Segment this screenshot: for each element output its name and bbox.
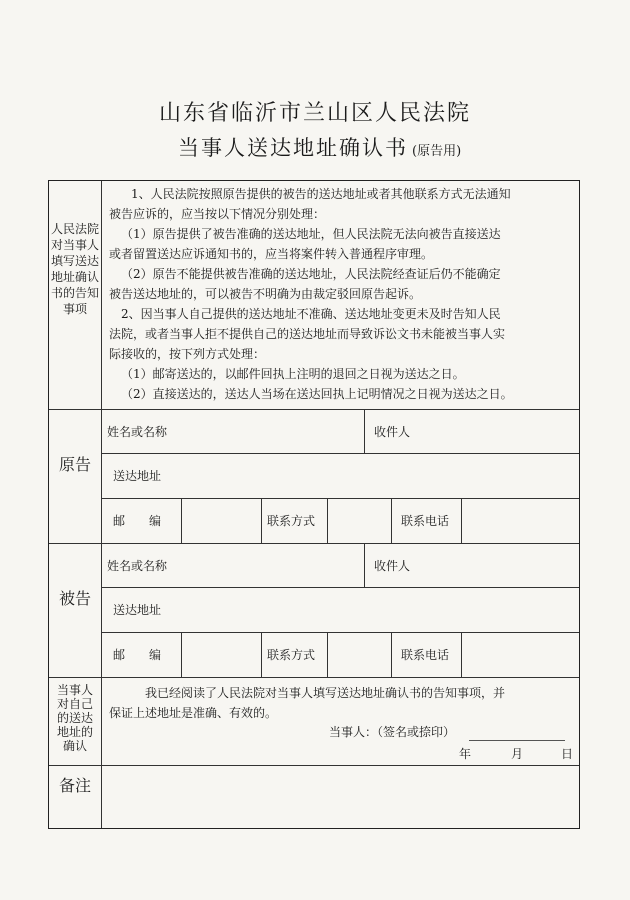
cell-divider (391, 632, 392, 677)
notice-line: 2、因当事人自己提供的送达地址不准确、送达地址变更未及时告知人民 (121, 307, 501, 321)
plaintiff-recipient-field[interactable] (421, 417, 571, 447)
cell-divider (364, 543, 365, 587)
defendant-phone-field[interactable] (465, 640, 573, 670)
defendant-address-label: 送达地址 (113, 603, 162, 617)
cell-divider (261, 632, 262, 677)
plaintiff-postcode-label: 邮 编 (113, 514, 162, 528)
defendant-contact-label: 联系方式 (267, 648, 316, 662)
document-title-sub: (原告用) (412, 144, 462, 159)
cell-divider (327, 498, 328, 543)
notice-line: （2）直接送达的，送达人当场在送达回执上记明情况之日视为送达之日。 (121, 387, 513, 401)
plaintiff-name-field[interactable] (183, 417, 359, 447)
notice-line: 或者留置送达应诉通知书的，应当将案件转入普通程序审理。 (109, 247, 434, 261)
row-divider (101, 453, 579, 454)
notice-line: 被告应诉的，应当按以下情况分别处理： (109, 207, 326, 221)
divider-plaintiff (49, 543, 579, 544)
notice-line: 1、人民法院按照原告提供的被告的送达地址或者其他联系方式无法通知 (131, 187, 511, 201)
confirm-text-line1: 我已经阅读了人民法院对当事人填写送达地址确认书的告知事项，并 (145, 686, 506, 700)
cell-divider (261, 498, 262, 543)
plaintiff-recipient-label: 收件人 (374, 425, 411, 439)
cell-divider (181, 632, 182, 677)
defendant-postcode-field[interactable] (185, 640, 257, 670)
row-divider (101, 587, 579, 588)
plaintiff-address-label: 送达地址 (113, 469, 162, 483)
divider-defendant (49, 677, 579, 678)
cell-divider (461, 498, 462, 543)
plaintiff-name-label: 姓名或名称 (107, 425, 168, 439)
document-title (178, 132, 461, 162)
plaintiff-postcode-field[interactable] (185, 506, 257, 536)
divider-confirm (49, 765, 579, 766)
defendant-name-label: 姓名或名称 (107, 559, 168, 573)
defendant-phone-label: 联系电话 (401, 648, 450, 662)
notice-line: （1）邮寄送达的，以邮件回执上注明的退回之日视为送达之日。 (121, 367, 465, 381)
signer-label: 当事人：（签名或捺印） (329, 725, 456, 739)
plaintiff-contact-field[interactable] (331, 506, 387, 536)
remarks-field[interactable] (107, 773, 573, 821)
remarks-label: 备注 (58, 776, 91, 795)
plaintiff-address-field[interactable] (183, 461, 573, 491)
plaintiff-label: 原告 (58, 455, 91, 474)
court-name-title: 山东省临沂市兰山区人民法院 (158, 101, 471, 126)
defendant-address-field[interactable] (183, 595, 573, 625)
cell-divider (364, 409, 365, 453)
confirm-label: 当事人对自己的送达地址的确认 (56, 683, 93, 753)
confirm-text-line2: 保证上述地址是准确、有效的。 (109, 706, 278, 720)
cell-divider (391, 498, 392, 543)
signature-line[interactable] (469, 740, 565, 741)
notice-line: 际接收的，按下列方式处理： (109, 347, 266, 361)
divider-notice (49, 409, 579, 410)
plaintiff-phone-label: 联系电话 (401, 514, 450, 528)
defendant-contact-field[interactable] (331, 640, 387, 670)
defendant-name-field[interactable] (183, 551, 359, 581)
defendant-label: 被告 (58, 589, 91, 608)
notice-line: （1）原告提供了被告准确的送达地址，但人民法院无法向被告直接送达 (121, 227, 501, 241)
label-column-divider (101, 181, 102, 828)
notice-label: 人民法院对当事人填写送达地址确认书的告知事项 (51, 222, 100, 316)
row-divider (101, 632, 579, 633)
notice-line: 被告送达地址的，可以被告不明确为由裁定驳回原告起诉。 (109, 287, 422, 301)
notice-line: （2）原告不能提供被告准确的送达地址，人民法院经查证后仍不能确定 (121, 267, 501, 281)
address-confirmation-form (48, 180, 580, 829)
cell-divider (461, 632, 462, 677)
document-title-main: 当事人送达地址确认书 (178, 136, 408, 160)
row-divider (101, 498, 579, 499)
plaintiff-contact-label: 联系方式 (267, 514, 316, 528)
defendant-recipient-label: 收件人 (374, 559, 411, 573)
cell-divider (181, 498, 182, 543)
notice-line: 法院，或者当事人拒不提供自己的送达地址而导致诉讼文书未能被当事人实 (109, 327, 506, 341)
date-month-label: 月 (511, 747, 524, 761)
cell-divider (327, 632, 328, 677)
date-day-label: 日 (561, 747, 574, 761)
plaintiff-phone-field[interactable] (465, 506, 573, 536)
defendant-postcode-label: 邮 编 (113, 648, 162, 662)
date-year-label: 年 (459, 747, 472, 761)
defendant-recipient-field[interactable] (421, 551, 571, 581)
